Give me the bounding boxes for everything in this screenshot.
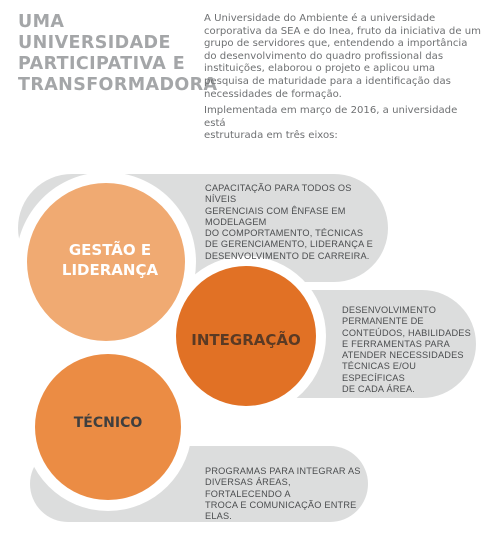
intro-line: pesquisa de maturidade para a identificação das bbox=[204, 75, 451, 87]
gestao-description bbox=[205, 183, 385, 262]
description-line: DIVERSAS ÁREAS, FORTALECENDO A bbox=[205, 477, 291, 499]
integracao-description bbox=[342, 305, 480, 395]
gestao-label-line: LIDERANÇA bbox=[61, 261, 159, 279]
title-line: PARTICIPATIVA E bbox=[18, 54, 186, 74]
tecnico-label-line: TÉCNICO bbox=[73, 415, 143, 431]
intro-line: grupo de servidores que, entendendo a importância bbox=[204, 38, 468, 50]
description-line: GERENCIAIS COM ÊNFASE EM MODELAGEM bbox=[205, 205, 346, 227]
title-line: UMA UNIVERSIDADE bbox=[18, 12, 171, 53]
description-line: ATENDER NECESSIDADES bbox=[342, 350, 464, 361]
tecnico-label bbox=[60, 413, 156, 433]
description-line: TROCA E COMUNICAÇÃO ENTRE ELAS. bbox=[205, 499, 357, 522]
description-line: CONTEÚDOS, HABILIDADES bbox=[342, 327, 471, 338]
intro-line: corporativa da SEA e do Inea, fruto da iniciativa de um bbox=[204, 25, 481, 37]
description-line: DE GERENCIAMENTO, LIDERANÇA E bbox=[205, 239, 373, 250]
description-line: DE CADA ÁREA. bbox=[342, 384, 416, 395]
intro-line: necessidades de formação. bbox=[204, 88, 342, 100]
integracao-label-line: INTEGRAÇÃO bbox=[191, 331, 301, 349]
description-line: PROGRAMAS PARA INTEGRAR AS bbox=[205, 466, 361, 476]
gestao-label bbox=[56, 240, 164, 280]
intro-line: do desenvolvimento do quadro profissional das bbox=[204, 50, 444, 62]
intro-line: Implementada em março de 2016, a universidade está bbox=[204, 105, 458, 129]
description-line: PERMANENTE DE bbox=[342, 316, 424, 327]
description-line: DO COMPORTAMENTO, TÉCNICAS bbox=[205, 228, 364, 239]
description-line: DESENVOLVIMENTO DE CARREIRA. bbox=[205, 250, 370, 261]
description-line: DESENVOLVIMENTO bbox=[342, 305, 437, 315]
tecnico-description bbox=[205, 466, 365, 522]
integracao-label bbox=[186, 330, 306, 350]
intro-line: A Universidade do Ambiente é a universidade bbox=[204, 13, 436, 24]
intro-line: instituições, elaborou o projeto e aplicou uma bbox=[204, 63, 436, 75]
title-line: TRANSFORMADORA bbox=[18, 75, 218, 95]
intro-line: estruturada em três eixos: bbox=[204, 130, 338, 142]
gestao-label-line: GESTÃO E bbox=[68, 241, 152, 259]
description-line: CAPACITAÇÃO PARA TODOS OS NÍVEIS bbox=[205, 183, 352, 205]
description-line: TÉCNICAS E/OU ESPECÍFICAS bbox=[342, 361, 417, 383]
description-line: E FERRAMENTAS PARA bbox=[342, 338, 450, 349]
